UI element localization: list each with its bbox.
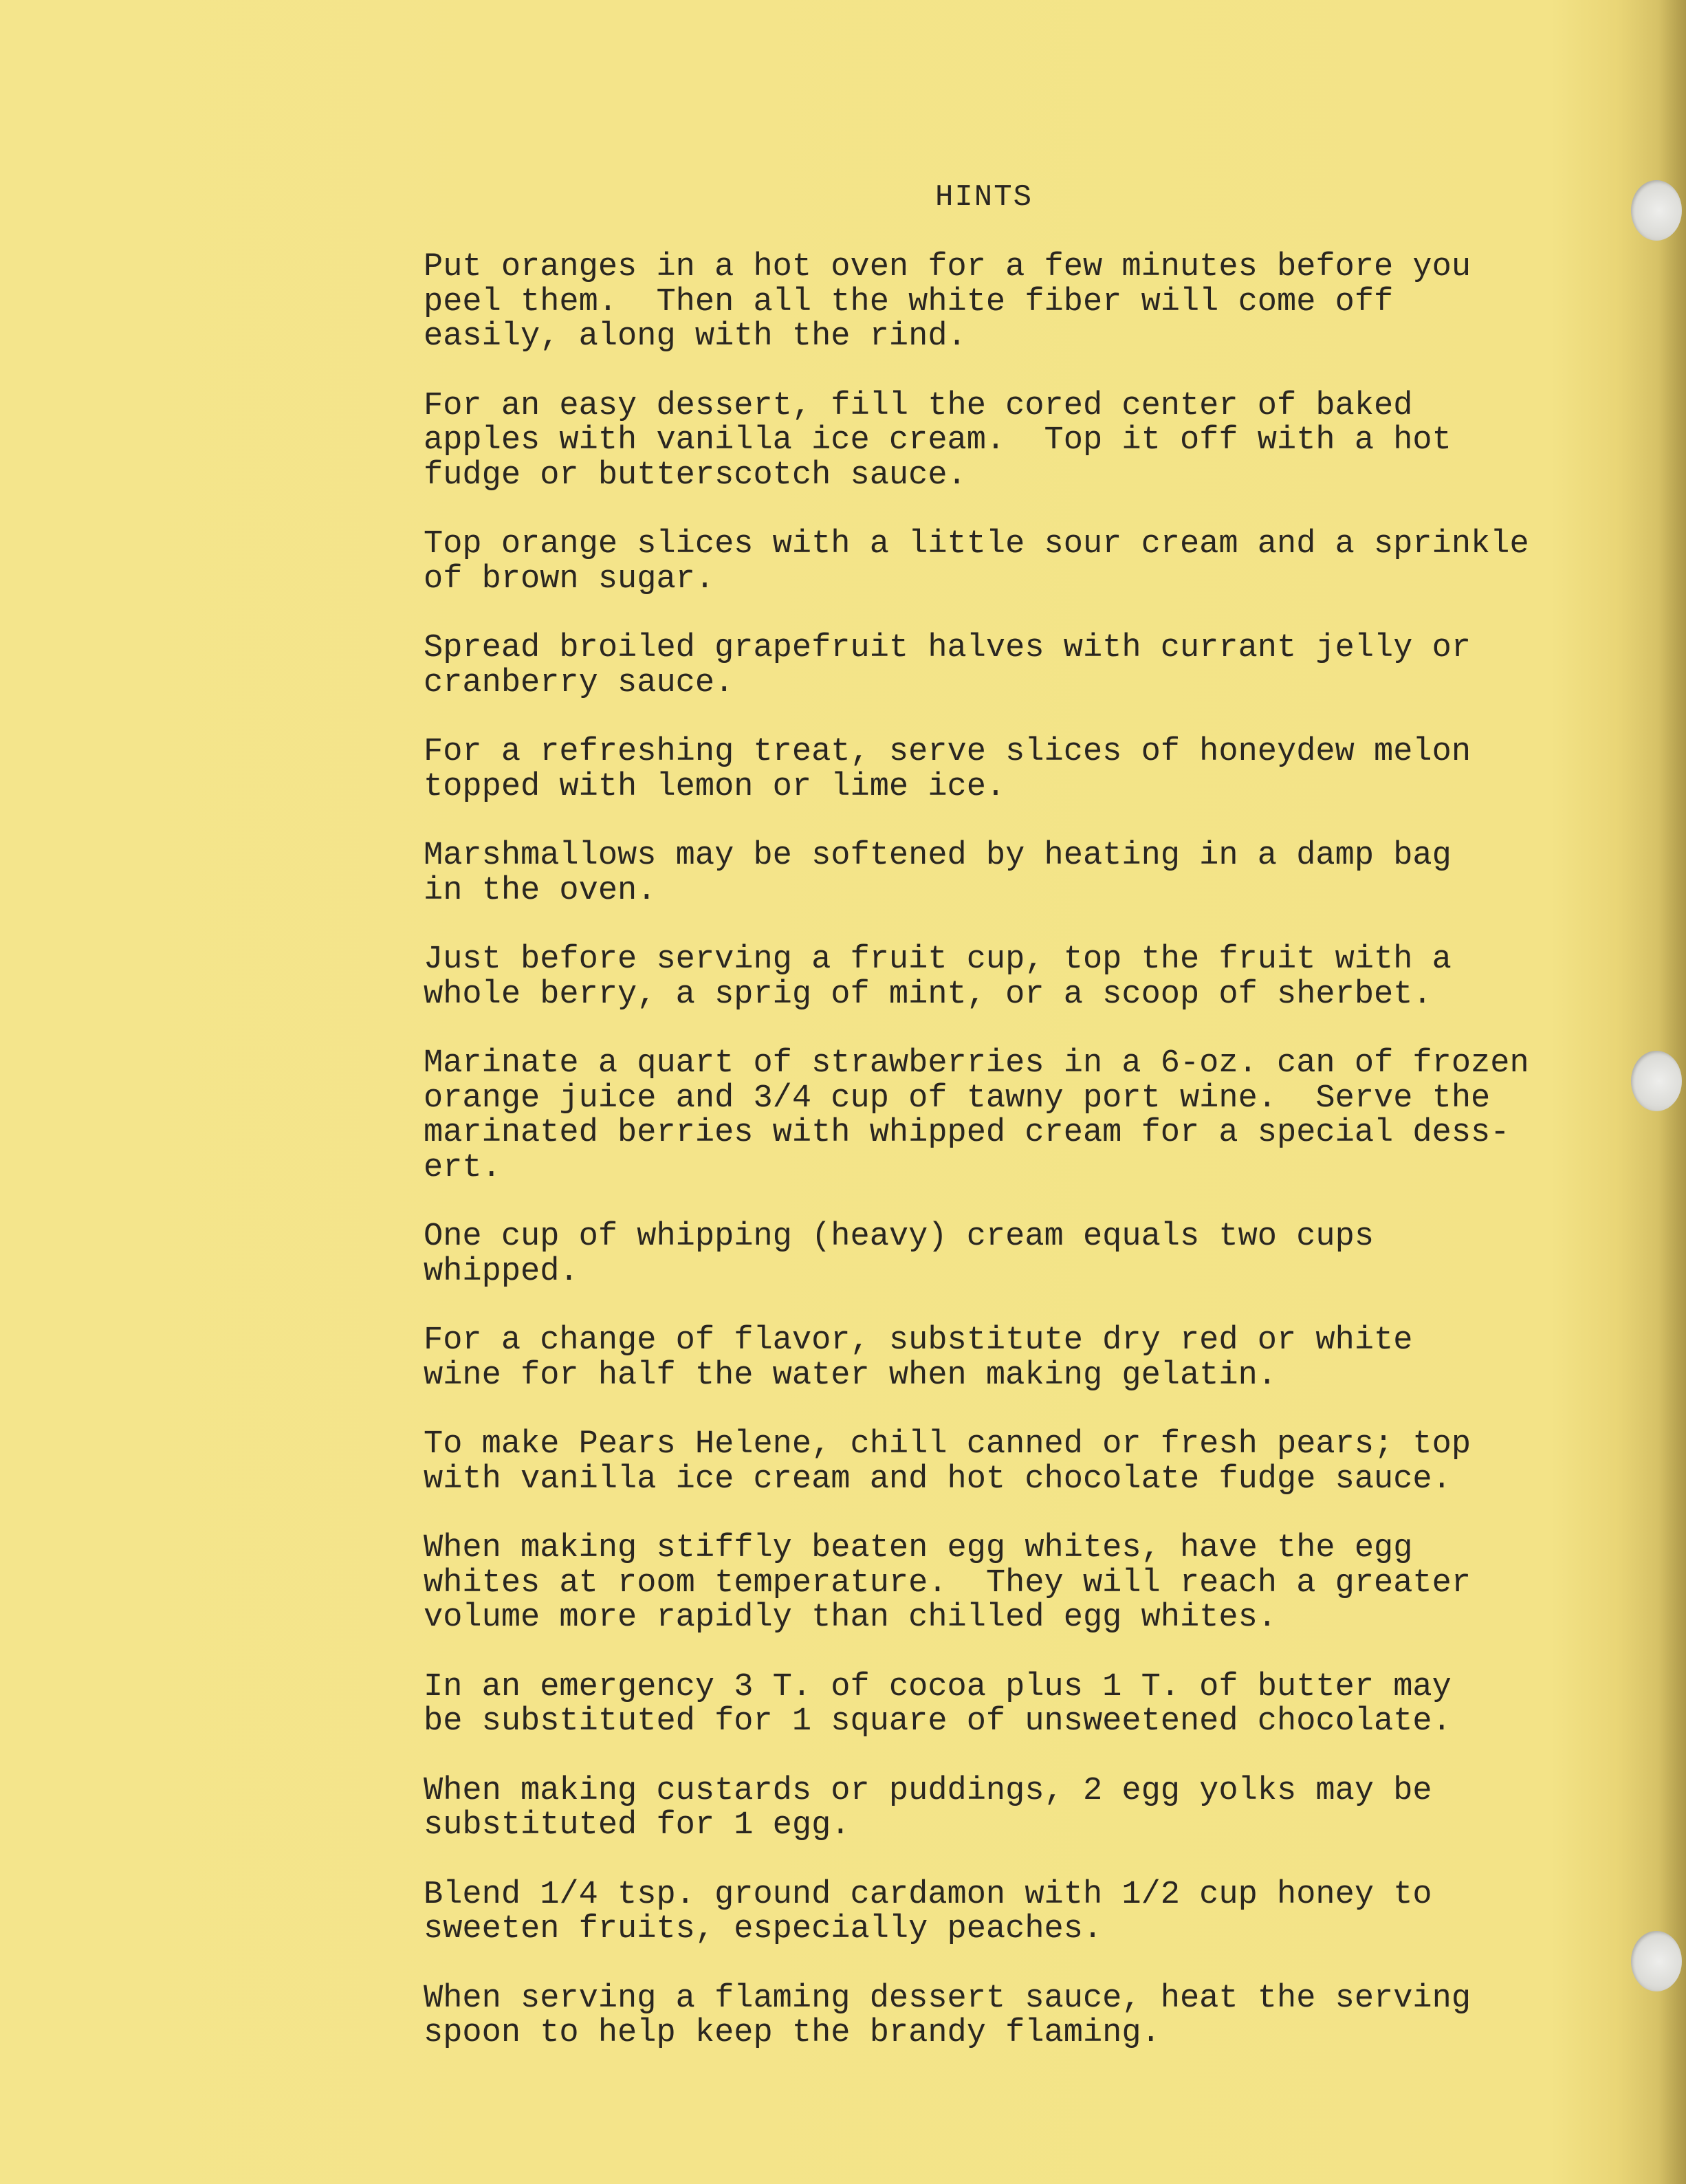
hint-paragraph: When serving a flaming dessert sauce, heat the serving spoon to help keep the brandy flaming. [424,1980,1471,2051]
punch-hole-top [1631,180,1682,241]
hint-paragraph: In an emergency 3 T. of cocoa plus 1 T. of butter may be substituted for 1 square of unsweetened chocolate. [424,1668,1452,1740]
hint-paragraph: Blend 1/4 tsp. ground cardamon with 1/2 cup honey to sweeten fruits, especially peaches. [424,1876,1432,1947]
hint-paragraph: One cup of whipping (heavy) cream equals two cups whipped. [424,1219,1375,1290]
hints-list [424,250,1620,2086]
punch-hole-middle [1631,1051,1682,1111]
hint-paragraph: Marshmallows may be softened by heating in a damp bag in the oven. [424,838,1452,909]
hint-paragraph: Top orange slices with a little sour cream and a sprinkle of brown sugar. [424,526,1529,598]
hint-paragraph: When making stiffly beaten egg whites, have the egg whites at room temperature. They will reach a greater volume more rapidly than chilled egg whites. [424,1530,1471,1636]
hint-paragraph: Put oranges in a hot oven for a few minutes before you peel them. Then all the white fiber will come off easily, along with the rind. [424,249,1471,355]
punch-hole-bottom [1631,1931,1682,1991]
hint-paragraph: For a change of flavor, substitute dry red or white wine for half the water when making gelatin. [424,1322,1413,1394]
hint-paragraph: To make Pears Helene, chill canned or fresh pears; top with vanilla ice cream and hot chocolate fudge sauce. [424,1426,1471,1498]
hint-paragraph: Marinate a quart of strawberries in a 6-oz. can of frozen orange juice and 3/4 cup of tawny port wine. Serve the marinated berries with whipped cream for a special dess- ert. [424,1045,1529,1186]
hint-paragraph: Just before serving a fruit cup, top the fruit with a whole berry, a sprig of mint, or a scoop of sherbet. [424,941,1452,1013]
hint-paragraph: Spread broiled grapefruit halves with currant jelly or cranberry sauce. [424,630,1471,701]
page-title: HINTS [935,180,1033,215]
hint-paragraph: When making custards or puddings, 2 egg yolks may be substituted for 1 egg. [424,1772,1432,1844]
hint-paragraph: For a refreshing treat, serve slices of honeydew melon topped with lemon or lime ice. [424,734,1471,805]
hint-paragraph: For an easy dessert, fill the cored center of baked apples with vanilla ice cream. Top it off with a hot fudge or butterscotch sauce. [424,387,1452,494]
